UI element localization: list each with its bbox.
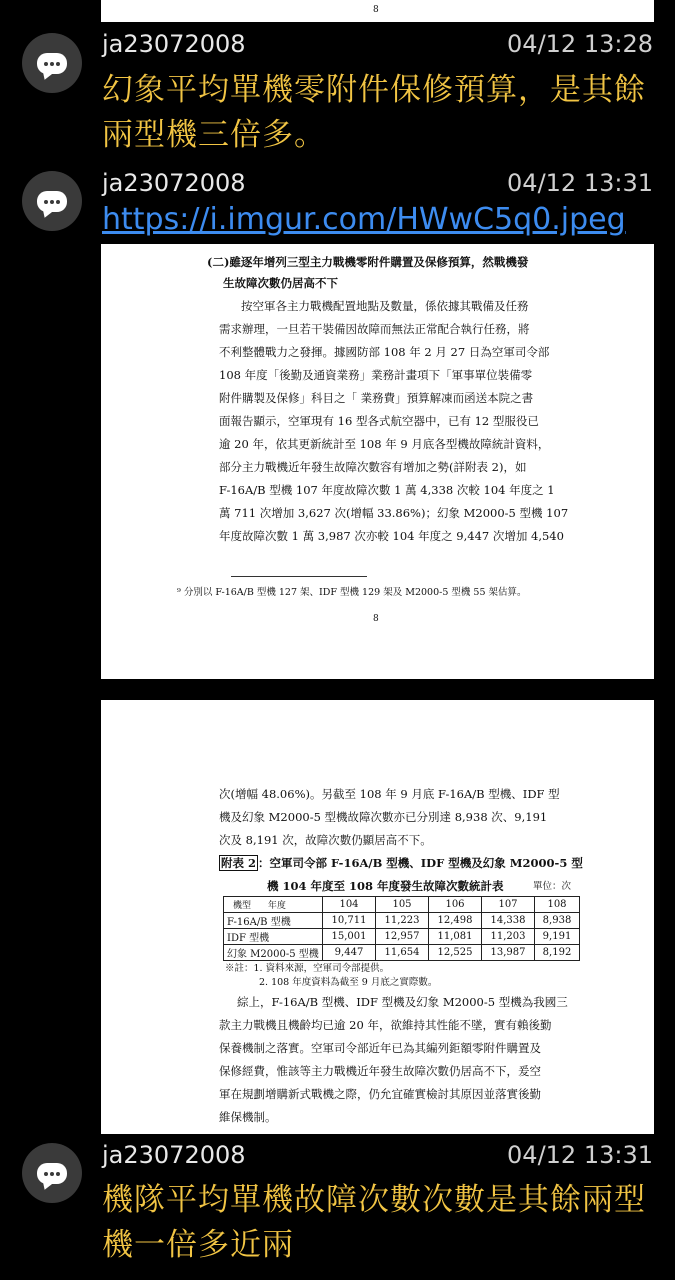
year-header: 106 xyxy=(429,897,482,913)
fault-count-table xyxy=(223,896,580,961)
value-cell: 12,957 xyxy=(376,929,429,945)
doc-line: 機及幻象 M2000-5 型機故障次數亦已分別達 8,938 次、9,191 xyxy=(219,810,548,824)
username[interactable]: ja23072008 xyxy=(102,169,246,197)
footnote: ⁹ 分別以 F-16A/B 型機 127 架、IDF 型機 129 架及 M2000-5 型機 55 架估算。 xyxy=(177,587,527,598)
timestamp: 04/12 13:28 xyxy=(507,30,653,58)
doc-line: 軍在規劃增購新式戰機之際，仍允宜確實檢討其原因並落實後勤 xyxy=(219,1087,541,1101)
table-unit: 單位：次 xyxy=(533,881,572,892)
table-title-line-2: 機 104 年度至 108 年度發生故障次數統計表 xyxy=(267,879,504,893)
doc-line: 需求辦理，一旦若干裝備因故障而無法正常配合執行任務，將 xyxy=(219,322,530,336)
chat-bubble-icon xyxy=(37,191,67,212)
doc-line: 款主力戰機且機齡均已逾 20 年，欲維持其性能不墜，實有賴後勤 xyxy=(219,1018,552,1032)
value-cell: 8,938 xyxy=(535,913,580,929)
table-corner-cell xyxy=(224,897,323,913)
avatar[interactable] xyxy=(22,33,82,93)
chat-bubble-icon xyxy=(37,53,67,74)
model-cell: IDF 型機 xyxy=(224,929,323,945)
doc-line: 維保機制。 xyxy=(219,1110,277,1124)
model-cell: F-16A/B 型機 xyxy=(224,913,323,929)
value-cell: 12,525 xyxy=(429,945,482,961)
value-cell: 15,001 xyxy=(323,929,376,945)
value-cell: 12,498 xyxy=(429,913,482,929)
doc-line: (二)雖逐年增列三型主力戰機零附件購置及保修預算，然戰機發 xyxy=(207,255,529,269)
table-row xyxy=(224,945,580,961)
table-header-row xyxy=(224,897,580,913)
avatar[interactable] xyxy=(22,171,82,231)
table-tag: 附表 2 xyxy=(221,856,257,870)
doc-line: 部分主力戰機近年發生故障次數容有增加之勢(詳附表 2)，如 xyxy=(219,460,527,474)
value-cell: 11,223 xyxy=(376,913,429,929)
doc-line: F-16A/B 型機 107 年度故障次數 1 萬 4,338 次較 104 年度之 1 xyxy=(219,483,555,497)
doc-line: 綜上，F-16A/B 型機、IDF 型機及幻象 M2000-5 型機為我國三 xyxy=(237,995,568,1009)
value-cell: 11,081 xyxy=(429,929,482,945)
doc-line: 附件購製及保修」科目之「 業務費」預算解凍而函送本院之書 xyxy=(219,391,534,405)
table-note: ※註：1. 資料來源，空軍司令部提供。 xyxy=(225,963,390,974)
document-image-page-2[interactable] xyxy=(101,700,654,1134)
value-cell: 8,192 xyxy=(535,945,580,961)
doc-line: 次(增幅 48.06%)。另截至 108 年 9 月底 F-16A/B 型機、IDF 型 xyxy=(219,787,560,801)
value-cell: 9,447 xyxy=(323,945,376,961)
username[interactable]: ja23072008 xyxy=(102,1141,246,1169)
image-link[interactable]: https://i.imgur.com/HWwC5q0.jpeg xyxy=(102,202,626,237)
message-text: 幻象平均單機零附件保修預算，是其餘兩型機三倍多。 xyxy=(102,72,646,153)
message-text: 機隊平均單機故障次數次數是其餘兩型機一倍多近兩 xyxy=(102,1182,646,1263)
corner-left-label: 機型 xyxy=(233,901,252,911)
username[interactable]: ja23072008 xyxy=(102,30,246,58)
table-title-line-1: ：空軍司令部 F-16A/B 型機、IDF 型機及幻象 M2000-5 型 xyxy=(258,856,583,870)
value-cell: 9,191 xyxy=(535,929,580,945)
corner-right-label: 年度 xyxy=(267,901,286,911)
doc-line: 保養機制之落實。空軍司令部近年已為其編列鉅額零附件購置及 xyxy=(219,1041,541,1055)
footnote-rule xyxy=(231,576,367,577)
page-number: 8 xyxy=(373,614,379,624)
doc-line: 逾 20 年，依其更新統計至 108 年 9 月底各型機故障統計資料， xyxy=(219,437,550,451)
document-image-page-1[interactable] xyxy=(101,244,654,679)
value-cell: 14,338 xyxy=(482,913,535,929)
value-cell: 11,654 xyxy=(376,945,429,961)
doc-line: 面報告顯示，空軍現有 16 型各式航空器中，已有 12 型服役已 xyxy=(219,414,539,428)
doc-line: 按空軍各主力戰機配置地點及數量，係依據其戰備及任務 xyxy=(241,299,529,313)
doc-line: 108 年度「後勤及通資業務」業務計畫項下「軍事單位裝備零 xyxy=(219,368,533,382)
table-note: 2. 108 年度資料為截至 9 月底之實際數。 xyxy=(259,977,438,988)
page-number: 8 xyxy=(373,5,379,15)
year-header: 104 xyxy=(323,897,376,913)
year-header: 108 xyxy=(535,897,580,913)
year-header: 107 xyxy=(482,897,535,913)
timestamp: 04/12 13:31 xyxy=(507,1141,653,1169)
table-row xyxy=(224,929,580,945)
year-header: 105 xyxy=(376,897,429,913)
value-cell: 11,203 xyxy=(482,929,535,945)
doc-line: 保修經費，惟該等主力戰機近年發生故障次數仍居高不下，爰空 xyxy=(219,1064,541,1078)
timestamp: 04/12 13:31 xyxy=(507,169,653,197)
doc-line: 生故障次數仍居高不下 xyxy=(223,276,338,290)
value-cell: 13,987 xyxy=(482,945,535,961)
doc-line: 次及 8,191 次，故障次數仍顯居高不下。 xyxy=(219,833,432,847)
doc-line: 不利整體戰力之發揮。據國防部 108 年 2 月 27 日為空軍司令部 xyxy=(219,345,550,359)
doc-line: 萬 711 次增加 3,627 次(增幅 33.86%)；幻象 M2000-5 型機 107 xyxy=(219,506,569,520)
chat-bubble-icon xyxy=(37,1163,67,1184)
table-title xyxy=(219,857,583,869)
value-cell: 10,711 xyxy=(323,913,376,929)
document-image-top[interactable] xyxy=(101,0,654,22)
table-row xyxy=(224,913,580,929)
avatar[interactable] xyxy=(22,1143,82,1203)
model-cell: 幻象 M2000-5 型機 xyxy=(224,945,323,961)
doc-line: 年度故障次數 1 萬 3,987 次亦較 104 年度之 9,447 次增加 4,540 xyxy=(219,529,564,543)
